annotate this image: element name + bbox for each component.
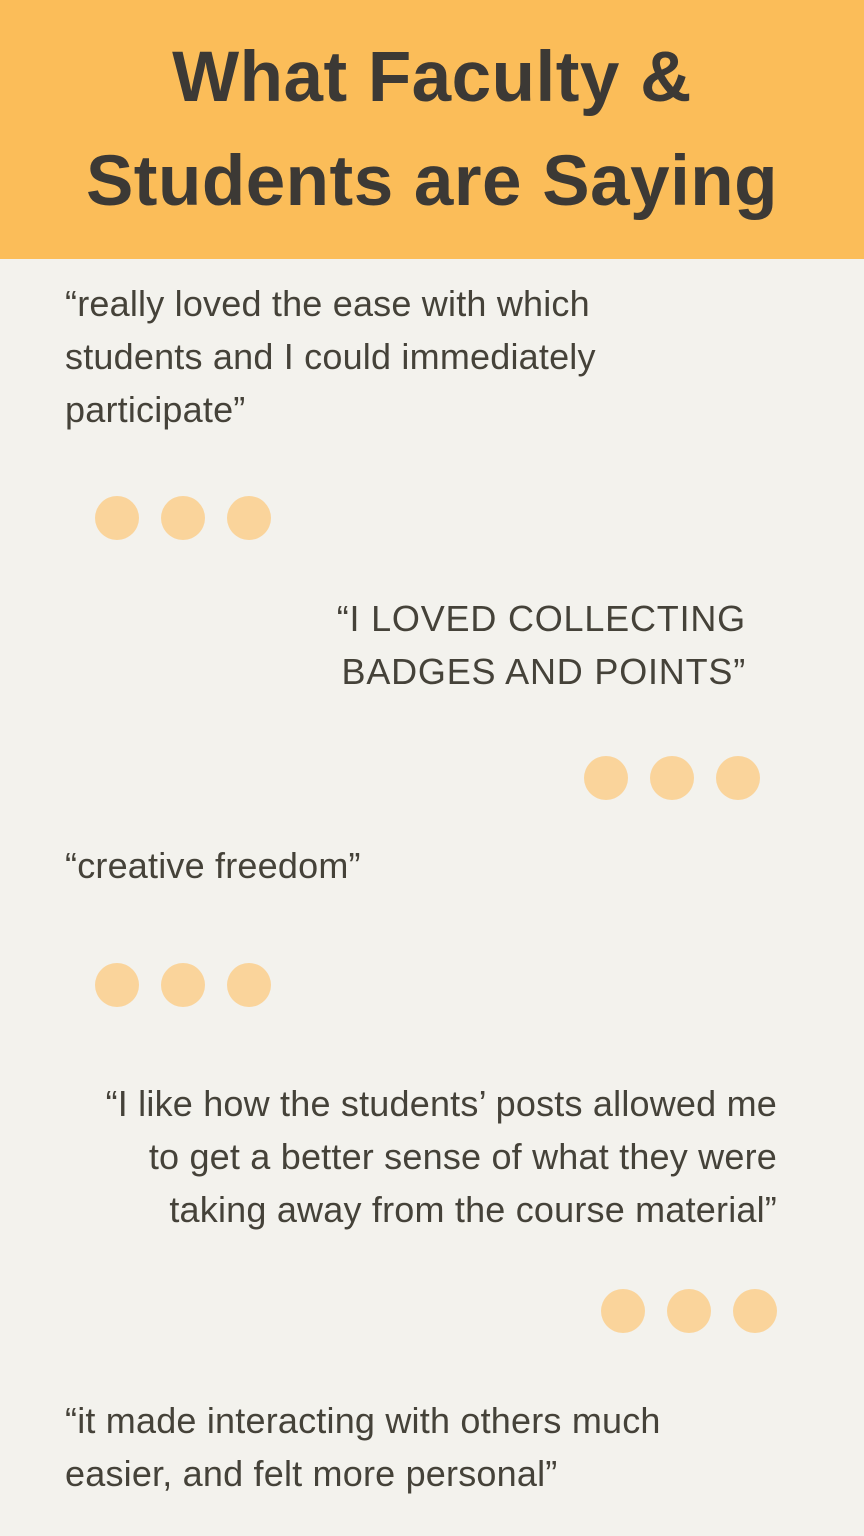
dot-icon (95, 963, 139, 1007)
dot-icon (161, 496, 205, 540)
quote-line: “I like how the students’ posts allowed me (105, 1083, 777, 1124)
quote-line: taking away from the course material” (169, 1189, 777, 1230)
quote-line: “creative freedom” (65, 845, 361, 886)
quote-line: students and I could immediately (65, 336, 596, 377)
title-line-2: Students are Saying (85, 141, 779, 221)
dot-icon (601, 1289, 645, 1333)
quote-interacting (65, 1394, 661, 1500)
quote-badges-points (337, 592, 746, 698)
quote-line: easier, and felt more personal” (65, 1453, 558, 1494)
quote-line: BADGES AND POINTS” (341, 651, 746, 692)
dot-icon (227, 496, 271, 540)
quote-line: to get a better sense of what they were (148, 1136, 777, 1177)
title-line-1: What Faculty & (172, 37, 692, 117)
quote-faculty-ease (65, 277, 596, 436)
dots-decoration-4 (601, 1289, 777, 1333)
dot-icon (733, 1289, 777, 1333)
dot-icon (667, 1289, 711, 1333)
page-title (86, 26, 778, 234)
dot-icon (650, 756, 694, 800)
quote-creative-freedom (65, 839, 361, 892)
quote-line: “really loved the ease with which (65, 283, 590, 324)
dot-icon (227, 963, 271, 1007)
quote-line: “I LOVED COLLECTING (336, 598, 746, 639)
quote-student-posts (106, 1077, 777, 1236)
dot-icon (161, 963, 205, 1007)
dots-decoration-3 (95, 963, 271, 1007)
dot-icon (716, 756, 760, 800)
dots-decoration-2 (584, 756, 760, 800)
header-banner (0, 0, 864, 259)
dot-icon (95, 496, 139, 540)
quote-line: participate” (65, 389, 246, 430)
dots-decoration-1 (95, 496, 271, 540)
quote-line: “it made interacting with others much (65, 1400, 661, 1441)
dot-icon (584, 756, 628, 800)
